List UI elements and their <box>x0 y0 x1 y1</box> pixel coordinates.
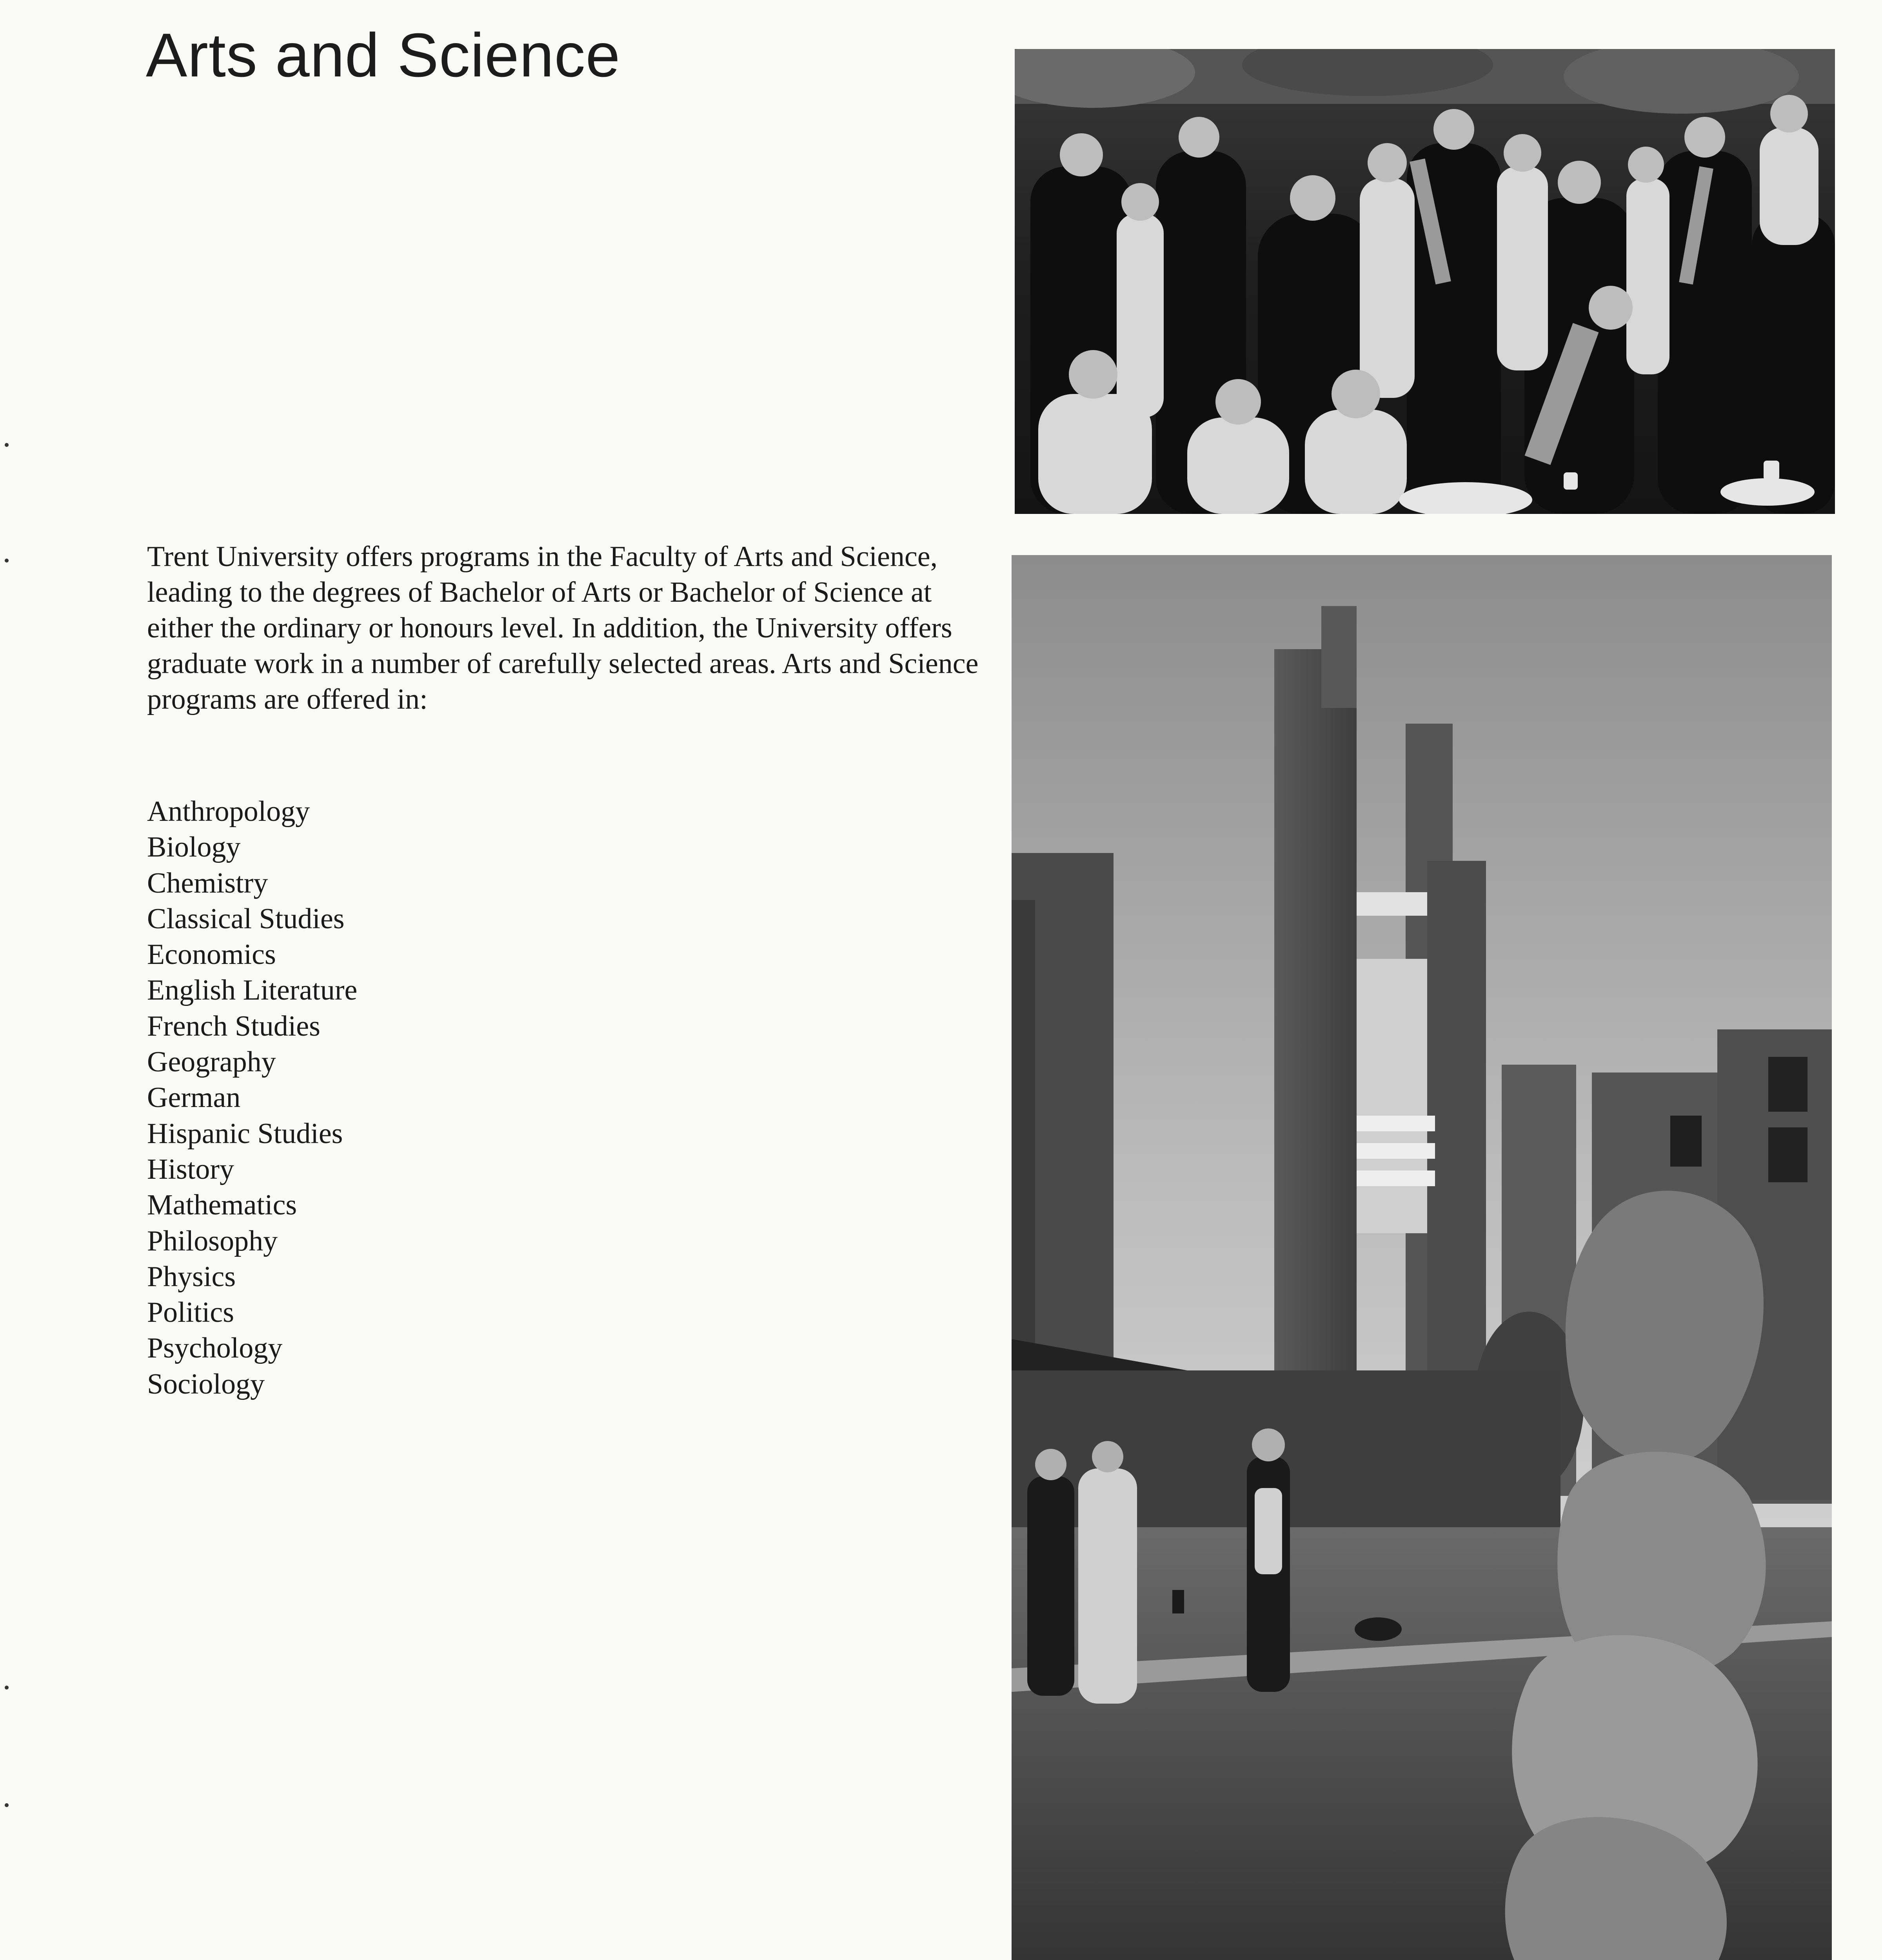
subject-item: Anthropology <box>147 795 310 828</box>
subject-item: History <box>147 1153 234 1185</box>
subject-item: Mathematics <box>147 1189 297 1221</box>
campus-towers-illustration <box>1012 555 1832 1960</box>
subject-item: Chemistry <box>147 867 268 899</box>
subject-item: Psychology <box>147 1332 283 1365</box>
subject-item: Sociology <box>147 1368 265 1400</box>
binding-mark <box>5 559 9 563</box>
binding-mark <box>5 1803 9 1807</box>
subject-item: Economics <box>147 938 276 971</box>
subject-item: Politics <box>147 1296 234 1329</box>
binding-mark <box>5 1686 9 1690</box>
intro-paragraph: Trent University offers programs in the Faculty of Arts and Science, leading to the degrees of Bachelor of Arts or Bachelor of Science at either the ordinary or honours level. In addition, the University offers graduate work in a number of carefully selected areas. Arts and Science programs are offered in: <box>147 541 979 715</box>
graduation-crowd-photo <box>1015 49 1835 514</box>
subject-item: Physics <box>147 1260 236 1293</box>
subject-item: Classical Studies <box>147 902 345 935</box>
page-title: Arts and Science <box>146 21 621 90</box>
subject-item: English Literature <box>147 974 358 1007</box>
subject-item: French Studies <box>147 1010 320 1042</box>
campus-towers-photo <box>1012 555 1832 1960</box>
graduation-crowd-illustration <box>1015 49 1835 514</box>
subject-item: German <box>147 1082 241 1114</box>
binding-mark <box>5 443 9 447</box>
subject-list <box>147 794 357 1402</box>
subject-item: Biology <box>147 831 241 864</box>
subject-item: Hispanic Studies <box>147 1117 343 1150</box>
subject-item: Geography <box>147 1046 276 1078</box>
subject-item: Philosophy <box>147 1225 278 1257</box>
